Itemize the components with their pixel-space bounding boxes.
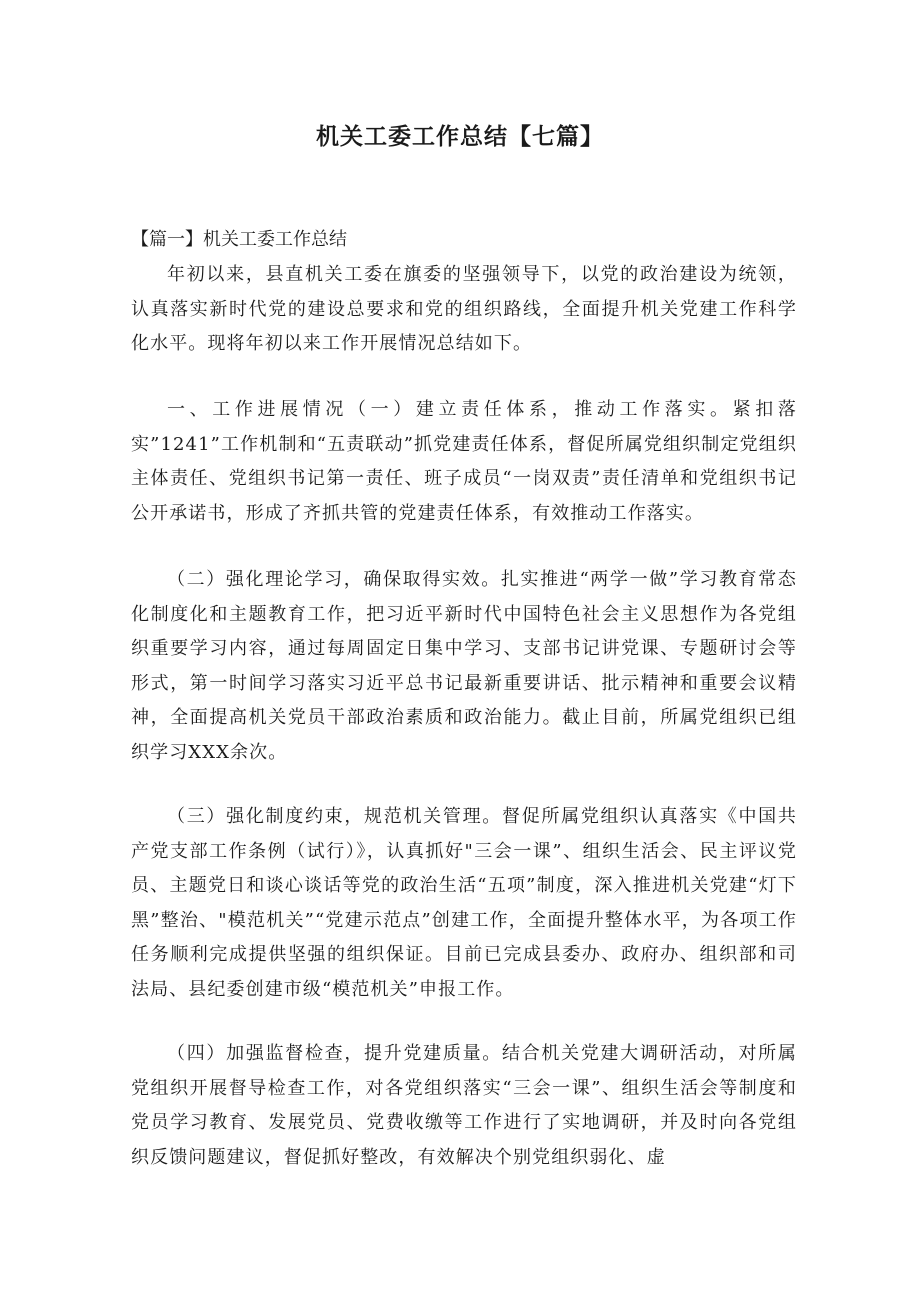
section-heading: 【篇一】机关工委工作总结: [131, 229, 347, 250]
paragraph-supervision: （四）加强监督检查，提升党建质量。结合机关党建大调研活动，对所属党组织开展督导检查工作，对各党组织落实“三会一课”、组织生活会等制度和党员学习教育、发展党员、党费收缴等工作进行了实地调研，并及时向各党组织反馈问题建议，督促抓好整改，有效解决个别党组织弱化、虚: [131, 1043, 797, 1168]
paragraph-system-constraints: （三）强化制度约束，规范机关管理。督促所属党组织认真落实《中国共产党支部工作条例（试行）》，认真抓好"三会一课”、组织生活会、民主评议党员、主题党日和谈心谈话等党的政治生活“五项”制度，深入推进机关党建“灯下黑”整治、"模范机关”“党建示范点”创建工作，全面提升整体水平，为各项工作任务顺利完成提供坚强的组织保证。目前已完成县委办、政府办、组织部和司法局、县纪委创建市级“模范机关”申报工作。: [131, 806, 797, 1000]
paragraph-theory-study: （二）强化理论学习，确保取得实效。扎实推进“两学一做”学习教育常态化制度化和主题教育工作，把习近平新时代中国特色社会主义思想作为各党组织重要学习内容，通过每周固定日集中学习、支部书记讲党课、专题研讨会等形式，第一时间学习落实习近平总书记最新重要讲话、批示精神和重要会议精神，全面提高机关党员干部政治素质和政治能力。截止目前，所属党组织已组织学习XXX余次。: [131, 569, 797, 763]
paragraph-work-progress: 一、工作进展情况（一）建立责任体系，推动工作落实。紧扣落实”1241”工作机制和“五责联动”抓党建责任体系，督促所属党组织制定党组织主体责任、党组织书记第一责任、班子成员“一岗双责”责任清单和党组织书记公开承诺书，形成了齐抓共管的党建责任体系，有效推动工作落实。: [131, 399, 797, 524]
document-title: 机关工委工作总结【七篇】: [316, 124, 604, 150]
paragraph-intro: 年初以来，县直机关工委在旗委的坚强领导下，以党的政治建设为统领，认真落实新时代党的建设总要求和党的组织路线，全面提升机关党建工作科学化水平。现将年初以来工作开展情况总结如下。: [131, 264, 797, 354]
